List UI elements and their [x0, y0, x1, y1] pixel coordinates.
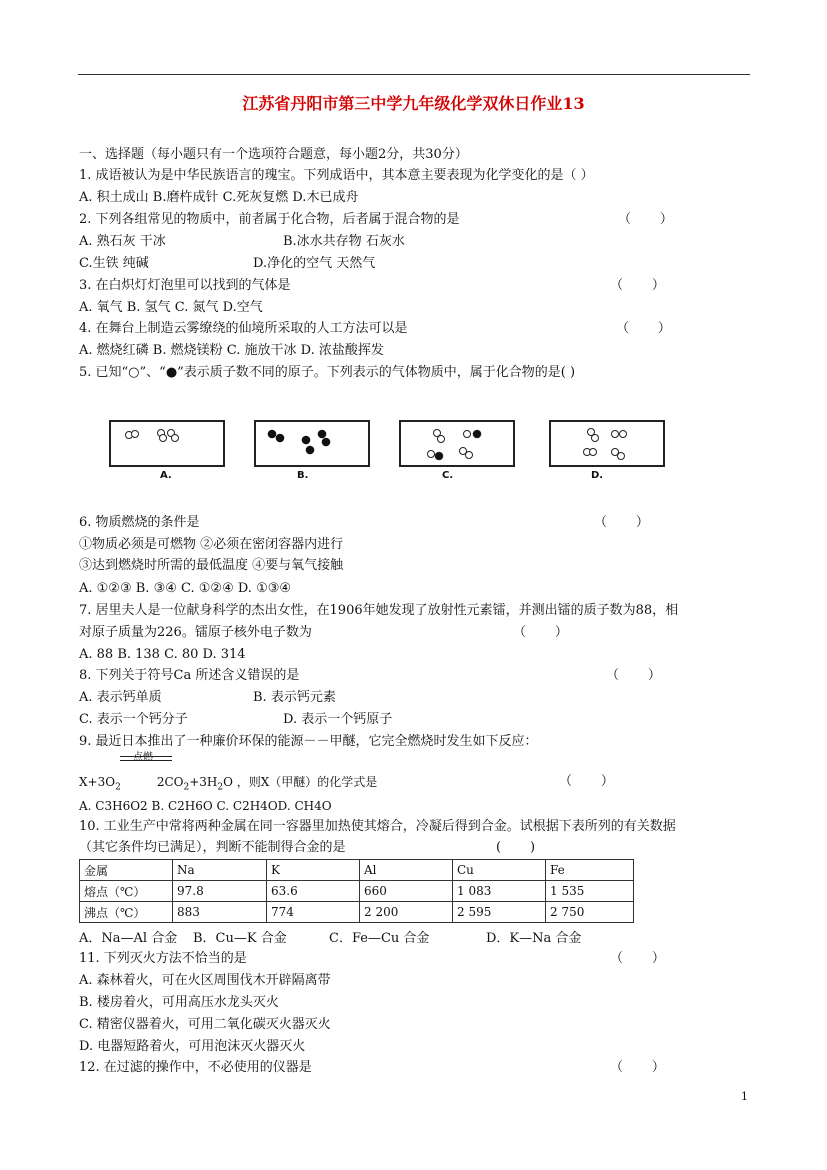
question-7-line-2: 对原子质量为226。镭原子核外电子数为: [79, 625, 312, 640]
molecule-diagram-a: [111, 422, 223, 465]
question-4-options: A. 燃烧红磷 B. 燃烧镁粉 C. 施放干冰 D. 浓盐酸挥发: [79, 343, 384, 358]
question-10-option-c: C．Fe—Cu 合金: [329, 931, 430, 946]
table-cell: 1 535: [546, 881, 634, 902]
question-11-option-c: C. 精密仪器着火，可用二氧化碳灭火器灭火: [79, 1017, 331, 1032]
metal-properties-table: [79, 859, 634, 923]
table-cell: 金属: [80, 860, 173, 881]
question-9: 9. 最近日本推出了一种廉价环保的能源－－甲醚，它完全燃烧时发生如下反应：: [79, 734, 538, 749]
question-4: 4. 在舞台上制造云雾缭绕的仙境所采取的人工方法可以是: [79, 321, 408, 336]
question-10-line-2: （其它条件均已满足），判断不能制得合金的是: [79, 840, 346, 855]
molecule-box-a: [109, 420, 225, 467]
table-header-row: [80, 860, 634, 881]
answer-blank: （ ）: [594, 515, 649, 530]
table-cell: 1 083: [453, 881, 546, 902]
answer-blank: （ ）: [618, 212, 673, 227]
question-3: 3. 在白炽灯灯泡里可以找到的气体是: [79, 278, 291, 293]
molecule-label-a: A.: [160, 470, 172, 481]
question-2-option-c: C.生铁 纯碱: [79, 256, 149, 271]
question-12: 12. 在过滤的操作中，不必使用的仪器是: [79, 1060, 312, 1075]
table-cell: 660: [360, 881, 453, 902]
table-cell: 97.8: [173, 881, 267, 902]
answer-blank: （ ）: [513, 625, 568, 640]
question-3-options: A. 氧气 B. 氢气 C. 氮气 D.空气: [79, 300, 263, 315]
question-2: 2. 下列各组常见的物质中，前者属于化合物，后者属于混合物的是: [79, 212, 460, 227]
table-cell: Fe: [546, 860, 634, 881]
answer-blank: （ ）: [616, 321, 671, 336]
question-7-options: A. 88 B. 138 C. 80 D. 314: [79, 647, 246, 662]
question-5: 5. 已知“○”、“●”表示质子数不同的原子。下列表示的气体物质中，属于化合物的是( ): [79, 365, 576, 380]
question-10-option-d: D．K—Na 合金: [486, 931, 582, 946]
molecule-label-d: D.: [591, 470, 604, 481]
table-cell: 63.6: [267, 881, 360, 902]
table-cell: 沸点（℃）: [80, 902, 173, 923]
question-8: 8. 下列关于符号Ca 所述含义错误的是: [79, 668, 300, 683]
table-cell: 熔点（℃）: [80, 881, 173, 902]
question-8-option-b: B. 表示钙元素: [253, 690, 336, 705]
question-11: 11. 下列灭火方法不恰当的是: [79, 951, 247, 966]
table-cell: K: [267, 860, 360, 881]
table-cell: Al: [360, 860, 453, 881]
molecule-label-b: B.: [297, 470, 309, 481]
table-row: [80, 902, 634, 923]
molecule-label-c: C.: [442, 470, 454, 481]
molecule-box-b: [254, 420, 370, 467]
question-11-option-b: B. 楼房着火，可用高压水龙头灭火: [79, 995, 279, 1010]
table-cell: 883: [173, 902, 267, 923]
question-2-option-a: A. 熟石灰 干冰: [79, 234, 166, 249]
molecule-box-d: [549, 420, 665, 467]
question-11-option-a: A. 森林着火，可在火区周围伐木开辟隔离带: [79, 973, 331, 988]
header-rule: [78, 74, 750, 75]
page-title: 江苏省丹阳市第三中学九年级化学双休日作业13: [242, 94, 585, 113]
molecule-box-c: [399, 420, 515, 467]
table-cell: Na: [173, 860, 267, 881]
question-9-options: A. C3H6O2 B. C2H6O C. C2H4OD. CH4O: [79, 799, 332, 813]
question-6: 6. 物质燃烧的条件是: [79, 515, 200, 530]
reaction-arrow-line: [120, 760, 172, 761]
question-6-condition-1: ①物质必须是可燃物 ②必须在密闭容器内进行: [79, 537, 344, 552]
question-2-option-d: D.净化的空气 天然气: [253, 256, 376, 271]
answer-blank: ( ): [496, 840, 536, 855]
question-6-condition-2: ③达到燃烧时所需的最低温度 ④要与氧气接触: [79, 558, 344, 573]
answer-blank: （ ）: [610, 278, 665, 293]
table-cell: 774: [267, 902, 360, 923]
answer-blank: （ ）: [610, 1060, 665, 1075]
question-1: 1. 成语被认为是中华民族语言的瑰宝。下列成语中，其本意主要表现为化学变化的是（ ）: [79, 168, 594, 183]
answer-blank: （ ）: [606, 668, 661, 683]
question-1-options: A. 积土成山 B.磨杵成针 C.死灰复燃 D.木已成舟: [79, 190, 359, 205]
molecule-diagram-d: [551, 422, 663, 465]
reaction-condition: 点燃: [133, 752, 153, 763]
reaction-arrow-line: [120, 756, 172, 757]
question-10-option-b: B．Cu—K 合金: [193, 931, 287, 946]
question-2-option-b: B.冰水共存物 石灰水: [283, 234, 405, 249]
question-8-option-d: D. 表示一个钙原子: [283, 712, 393, 727]
page-number: 1: [741, 1090, 748, 1103]
section-heading: 一、选择题（每小题只有一个选项符合题意，每小题2分，共30分）: [79, 147, 468, 162]
question-8-option-c: C. 表示一个钙分子: [79, 712, 188, 727]
table-cell: 2 200: [360, 902, 453, 923]
question-6-options: A. ①②③ B. ③④ C. ①②④ D. ①③④: [79, 581, 292, 596]
molecule-diagram-b: [256, 422, 368, 465]
question-7-line-1: 7. 居里夫人是一位献身科学的杰出女性，在1906年她发现了放射性元素镭，并测出镭的质子数为88，相: [79, 603, 679, 618]
molecule-diagram-c: [401, 422, 513, 465]
answer-blank: （ ）: [563, 168, 594, 183]
table-cell: 2 750: [546, 902, 634, 923]
question-11-option-d: D. 电器短路着火，可用泡沫灭火器灭火: [79, 1039, 306, 1054]
table-cell: Cu: [453, 860, 546, 881]
question-10-option-a: A．Na—Al 合金: [79, 931, 178, 946]
question-10-line-1: 10. 工业生产中常将两种金属在同一容器里加热使其熔合，冷凝后得到合金。试根据下表所列的有关数据: [79, 819, 676, 834]
answer-blank: （ ）: [610, 951, 665, 966]
table-row: [80, 881, 634, 902]
answer-blank: （ ）: [559, 774, 614, 789]
reaction-equation: $X+3O_2$ $2CO_2+3H_2O$ ，则X（甲醚）的化学式是: [79, 775, 378, 793]
question-8-option-a: A. 表示钙单质: [79, 690, 162, 705]
table-cell: 2 595: [453, 902, 546, 923]
